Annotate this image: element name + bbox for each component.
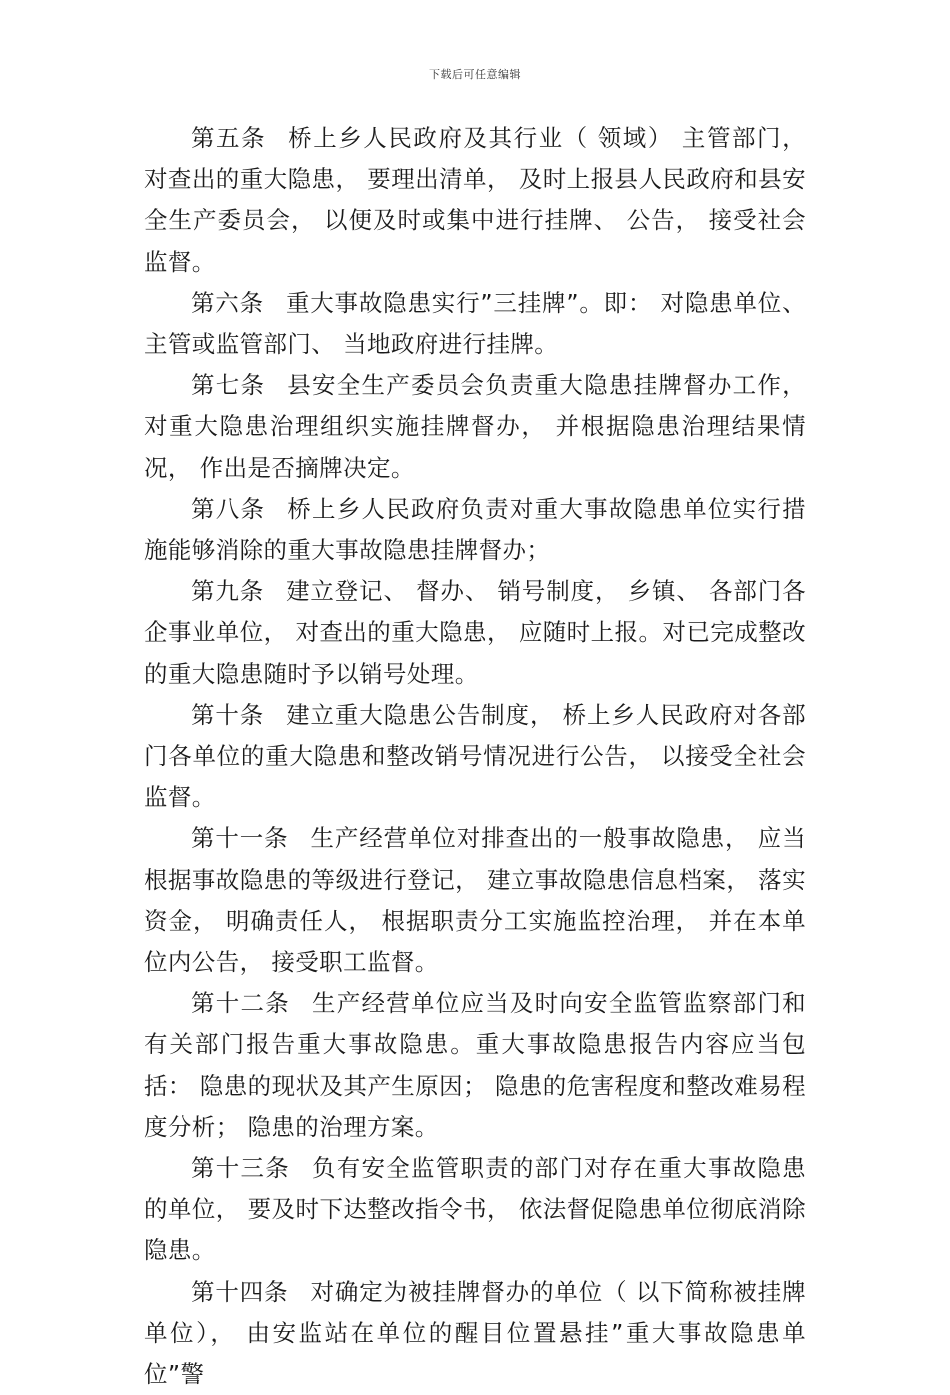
- article-5: [144, 118, 806, 283]
- article-text: 对确定为被挂牌督办的单位（ 以下简称被挂牌单位）， 由安监站在单位的醒目位置悬挂”重大事故隐患单位”警: [144, 1277, 806, 1389]
- article-text: 县安全生产委员会负责重大隐患挂牌督办工作， 对重大隐患治理组织实施挂牌督办， 并根据隐患治理结果情况， 作出是否摘牌决定。: [144, 371, 806, 482]
- article-11: [144, 818, 806, 983]
- article-text: 建立登记、 督办、 销号制度， 乡镇、 各部门各企事业单位， 对查出的重大隐患， 应随时上报。对已完成整改的重大隐患随时予以销号处理。: [144, 577, 807, 688]
- article-number: 第十一条: [191, 824, 289, 853]
- article-number: 第十三条: [191, 1154, 290, 1183]
- article-text: 重大事故隐患实行”三挂牌”。即： 对隐患单位、 主管或监管部门、 当地政府进行挂牌。: [144, 288, 806, 359]
- download-note: 下载后可任意编辑: [429, 68, 521, 81]
- article-number: 第九条: [191, 577, 265, 606]
- article-9: [144, 571, 806, 695]
- article-8: [144, 489, 806, 571]
- article-number: 第五条: [191, 124, 267, 152]
- article-number: 第七条: [191, 371, 266, 400]
- document-body: [144, 118, 806, 1395]
- article-13: [144, 1148, 806, 1272]
- article-text: 生产经营单位对排查出的一般事故隐患， 应当根据事故隐患的等级进行登记， 建立事故隐患信息档案， 落实资金， 明确责任人， 根据职责分工实施监控治理， 并在本单位内公告， 接受职工监督。: [144, 824, 806, 977]
- article-number: 第十条: [191, 700, 265, 729]
- article-number: 第十二条: [191, 989, 290, 1018]
- article-14: [144, 1272, 806, 1395]
- article-text: 生产经营单位应当及时向安全监管监察部门和有关部门报告重大事故隐患。重大事故隐患报告内容应当包括： 隐患的现状及其产生原因； 隐患的危害程度和整改难易程度分析； 隐患的治理方案。: [144, 989, 807, 1141]
- article-text: 负有安全监管职责的部门对存在重大事故隐患的单位， 要及时下达整改指令书， 依法督促隐患单位彻底消除隐患。: [144, 1154, 807, 1265]
- article-text: 桥上乡人民政府负责对重大事故隐患单位实行措施能够消除的重大事故隐患挂牌督办；: [144, 494, 806, 565]
- article-number: 第八条: [191, 494, 266, 523]
- article-7: [144, 365, 806, 489]
- article-number: 第六条: [191, 288, 264, 317]
- article-text: 建立重大隐患公告制度， 桥上乡人民政府对各部门各单位的重大隐患和整改销号情况进行公告， 以接受全社会监督。: [144, 700, 806, 812]
- article-number: 第十四条: [191, 1277, 289, 1306]
- article-10: [144, 695, 806, 819]
- article-12: [144, 983, 806, 1148]
- article-text: 桥上乡人民政府及其行业（ 领域） 主管部门， 对查出的重大隐患， 要理出清单， 及时上报县人民政府和县安全生产委员会， 以便及时或集中进行挂牌、 公告， 接受社会监督。: [144, 124, 806, 276]
- article-6: [144, 283, 806, 365]
